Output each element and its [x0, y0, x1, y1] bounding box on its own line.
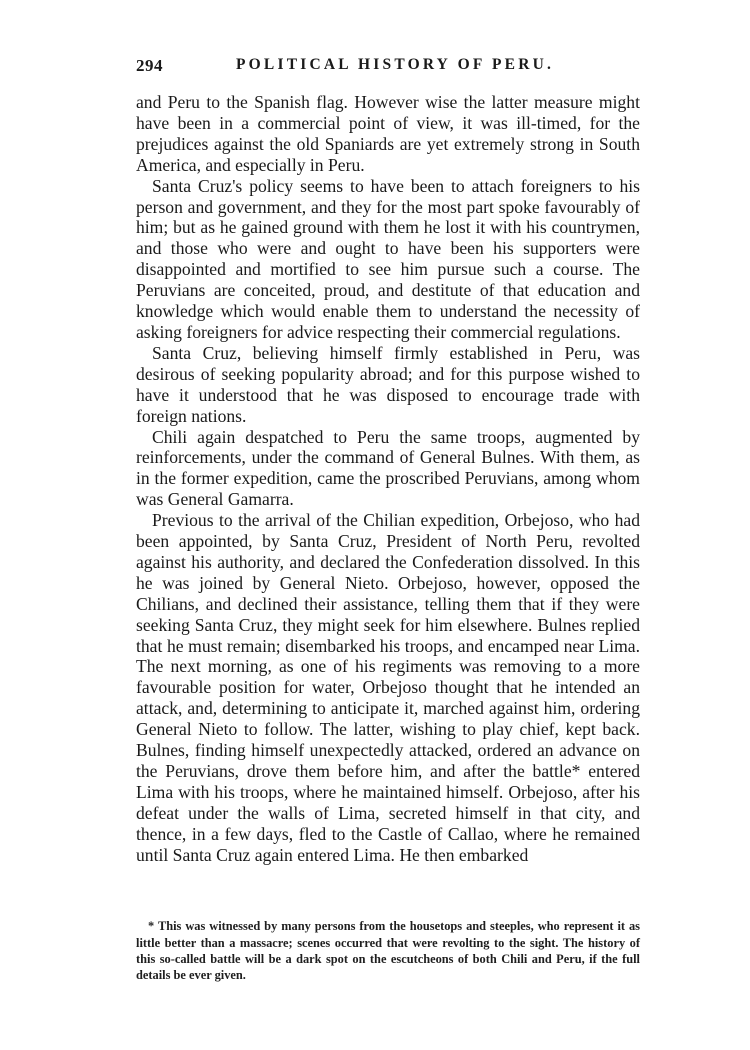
footnote: * This was witnessed by many persons from the housetops and steeples, who represent it as little better than a massacre; scenes occurred that were revolting to the sight. The history of this so-called battle will be a dark spot on the escutcheons of both Chili and Peru, if the full details be ever given. — [136, 919, 640, 982]
paragraph-santa-cruz-popularity: Santa Cruz, believing himself firmly established in Peru, was desirous of seeking popularity abroad; and for this purpose wished to have it understood that he was disposed to encourage trade with foreign nations. — [136, 342, 640, 426]
body-text — [136, 92, 640, 866]
paragraph-continuation: and Peru to the Spanish flag. However wise the latter measure might have been in a commercial point of view, it was ill-timed, for the prejudices against the old Spaniards are yet extremely strong in South America, and especially in Peru. — [136, 92, 640, 175]
page-number: 294 — [136, 56, 163, 75]
running-title: POLITICAL HISTORY OF PERU. — [236, 56, 555, 73]
running-head — [136, 56, 642, 80]
paragraph-chili-troops: Chili again despatched to Peru the same troops, augmented by reinforcements, under the command of General Bulnes. With them, as in the former expedition, came the proscribed Peruvians, among whom was General Gamarra. — [136, 426, 640, 510]
paragraph-orbejoso: Previous to the arrival of the Chilian expedition, Orbejoso, who had been appointed, by Santa Cruz, President of North Peru, revolted against his authority, and declared the Confederation dissolved. In this he was joined by General Nieto. Orbejoso, however, opposed the Chilians, and declined their assistance, telling them that if they were seeking Santa Cruz, they might seek for him elsewhere. Bulnes replied that he must remain; disembarked his troops, and encamped near Lima. The next morning, as one of his regiments was removing to a more favourable position for water, Orbejoso thought that he intended an attack, and, determining to anticipate it, marched against him, ordering General Nieto to follow. The latter, wishing to play chief, kept back. Bulnes, finding himself unexpectedly attacked, ordered an advance on the Peruvians, drove them before him, and after the battle* entered Lima with his troops, where he maintained himself. Orbejoso, after his defeat under the walls of Lima, secreted himself in that city, and thence, in a few days, fled to the Castle of Callao, where he remained until Santa Cruz again entered Lima. He then embarked — [136, 510, 640, 865]
paragraph-santa-cruz-policy: Santa Cruz's policy seems to have been to attach foreigners to his person and government, and they for the most part spoke favourably of him; but as he gained ground with them he lost it with his countrymen, and those who were and ought to have been his supporters were disappointed and mortified to see him pursue such a course. The Peruvians are conceited, proud, and destitute of that education and knowledge which would enable them to understand the necessity of asking foreigners for advice respecting their commercial regulations. — [136, 175, 640, 342]
